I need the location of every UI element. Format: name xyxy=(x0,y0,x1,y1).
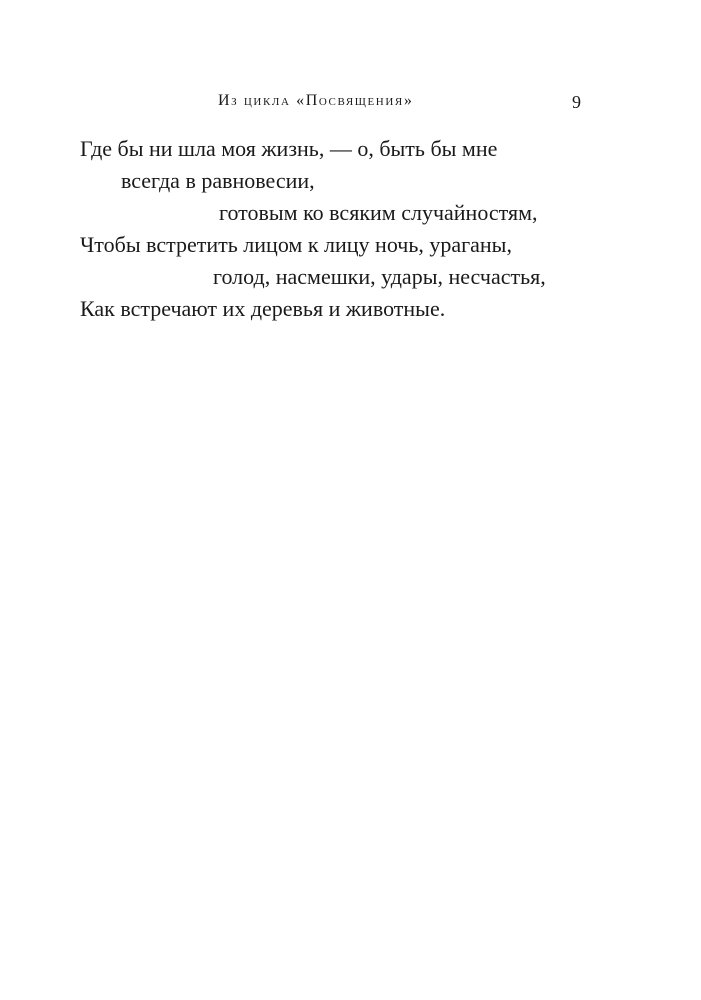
running-title: Из цикла «Посвящения» xyxy=(218,92,414,109)
verse-line: Где бы ни шла моя жизнь, — о, быть бы мне xyxy=(80,136,498,161)
verse-line: Как встречают их деревья и животные. xyxy=(80,296,446,321)
running-header xyxy=(0,92,701,116)
page-number: 9 xyxy=(572,92,581,112)
verse-line: голод, насмешки, удары, несчастья, xyxy=(213,264,546,289)
verse-line: всегда в равновесии, xyxy=(121,168,315,193)
verse-line: готовым ко всяким случайностям, xyxy=(219,200,538,225)
verse-line: Чтобы встретить лицом к лицу ночь, ураганы, xyxy=(80,232,512,257)
